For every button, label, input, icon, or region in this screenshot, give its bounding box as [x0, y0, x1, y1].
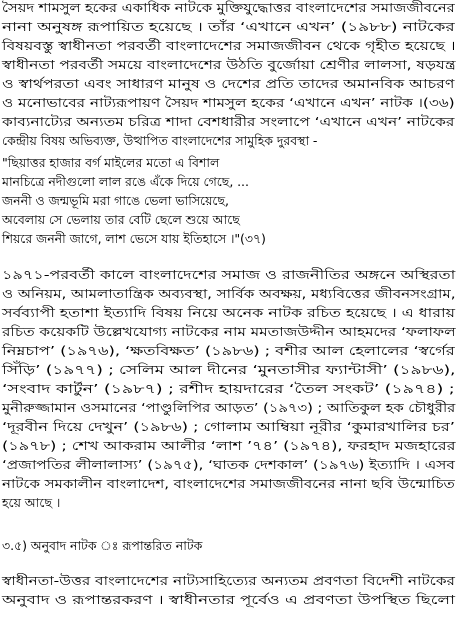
closing-line-1: স্বাধীনতা-উত্তর বাংলাদেশের নাট্যসাহিত্যের অন্যতম প্রবণতা বিদেশী নাটকের [2, 573, 455, 588]
closing-line-2: অনুবাদ ও রূপান্তরকরণ । স্বাধীনতার পূর্বেও এ প্রবণতা উপস্থিত ছিলো [2, 592, 455, 607]
body-line-13: হয়ে আছে । [2, 495, 61, 510]
verse-line-2: মানচিত্রে নদীগুলো লাল রঙে এঁকে দিয়ে গেছে, ... [2, 174, 249, 189]
body-line-1: ১৯৭১-পরবর্তী কালে বাংলাদেশের সমাজ ও রাজনীতির অঙ্গনে অস্থিরতা [2, 267, 456, 282]
body-line-4: রচিত কয়েকটি উল্লেখযোগ্য নাটকের নাম মমতাজউদ্দীন আহমদের ‘ফলাফল [2, 324, 456, 339]
body-line-11: ‘প্রজাপতির লীলালাস্য’ (১৯৭৫), ‘ঘাতক দেশকাল’ (১৯৭৬) ইত্যাদি । এসব [2, 457, 455, 472]
intro-line-5: ও স্বার্থপরতা এবং সাধারণ মানুষ ও দেশের প্রতি তাদের অমানবিক আচরণ [2, 76, 455, 91]
section-heading: ৩.৫) অনুবাদ নাটক ঃ রূপান্তরিত নাটক [2, 538, 203, 553]
verse-line-3: জননী ও জন্মভূমি মরা গাঙে ভেলা ভাসিয়েছে, [2, 193, 229, 208]
intro-line-6: ও মনোভাবের নাট্যরূপায়ণ সৈয়দ শামসুল হকের ‘এখানে এখন’ নাটক ।(৩৬) [2, 95, 455, 110]
intro-line-3: বিষয়বস্তু স্বাধীনতা পরবর্তী বাংলাদেশের সমাজজীবন থেকে গৃহীত হয়েছে । [2, 38, 456, 53]
body-line-10: (১৯৭৮) ; শেখ আকরাম আলীর ‘লাশ ’৭৪’ (১৯৭৪), ফরহাদ মজহারের [2, 438, 456, 453]
body-line-9: ‘দূরবীন দিয়ে দেখুন’ (১৯৮৬) ; গোলাম আম্বিয়া নূরীর ‘কুমারখালির চর’ [2, 419, 455, 434]
body-line-7: ‘সংবাদ কার্টুন’ (১৯৮৭) ; রশীদ হায়দারের ‘তৈল সংকট’ (১৯৭৪) ; [2, 381, 455, 396]
verse-line-1: "ছিয়াত্তর হাজার বর্গ মাইলের মতো এ বিশাল [2, 155, 220, 170]
body-line-12: নাটকে সমকালীন বাংলাদেশ, বাংলাদেশের সমাজজীবনের নানা ছবি উন্মোচিত [2, 476, 455, 491]
intro-line-4: স্বাধীনতা পরবর্তী সময়ে বাংলাদেশের উঠতি বুর্জোয়া শ্রেণীর লালসা, ষড়যন্ত্র [2, 57, 456, 72]
intro-line-7: কাব্যনাট্যের অন্যতম চরিত্র শাদা বেশধারীর সংলাপে ‘এখানে এখন’ নাটকের [2, 114, 455, 129]
verse-line-4: অবেলায় সে ভেলায় তার বেটি ছেলে শুয়ে আছে [2, 212, 240, 227]
verse-line-5: শিয়রে জননী জাগে, লাশ ভেসে যায় ইতিহাসে ।"(৩৭) [2, 231, 266, 246]
body-line-2: ও অনিয়ম, আমলাতান্ত্রিক অব্যবস্থা, সার্বিক অবক্ষয়, মধ্যবিত্তের জীবনসংগ্রাম, [2, 286, 456, 301]
body-line-3: সর্বব্যাপী হতাশা ইত্যাদি বিষয় নিয়ে অনেক নাটক রচিত হয়েছে । এ ধারায় [2, 305, 455, 320]
body-line-6: সিঁড়ি’ (১৯৭৭) ; সেলিম আল দীনের ‘মুনতাসীর ফ্যান্টাসী’ (১৯৮৬), [2, 362, 456, 377]
intro-line-2: নানা অনুষঙ্গ রূপায়িত হয়েছে । তাঁর ‘এখানে এখন’ (১৯৮৮) নাটকের [2, 19, 455, 34]
body-line-5: নিম্নচাপ’ (১৯৭৬), ‘ক্ষতবিক্ষত’ (১৯৮৬) ; বশীর আল হেলালের ‘স্বর্গের [2, 343, 455, 358]
intro-line-8: কেন্দ্রীয় বিষয় অভিব্যক্ত, উত্থাপিত বাংলাদেশের সামুহিক দুরবস্থা - [2, 133, 318, 148]
intro-line-1: সৈয়দ শামসুল হকের একাধিক নাটকে মুক্তিযুদ্ধোত্তর বাংলাদেশের সমাজজীবনের [2, 0, 455, 15]
body-line-8: মুনীরুজ্জামান ওসমানের ‘পাণ্ডুলিপির আড়ত’ (১৯৭৩) ; আতিকুল হক চৌধুরীর [2, 400, 456, 415]
